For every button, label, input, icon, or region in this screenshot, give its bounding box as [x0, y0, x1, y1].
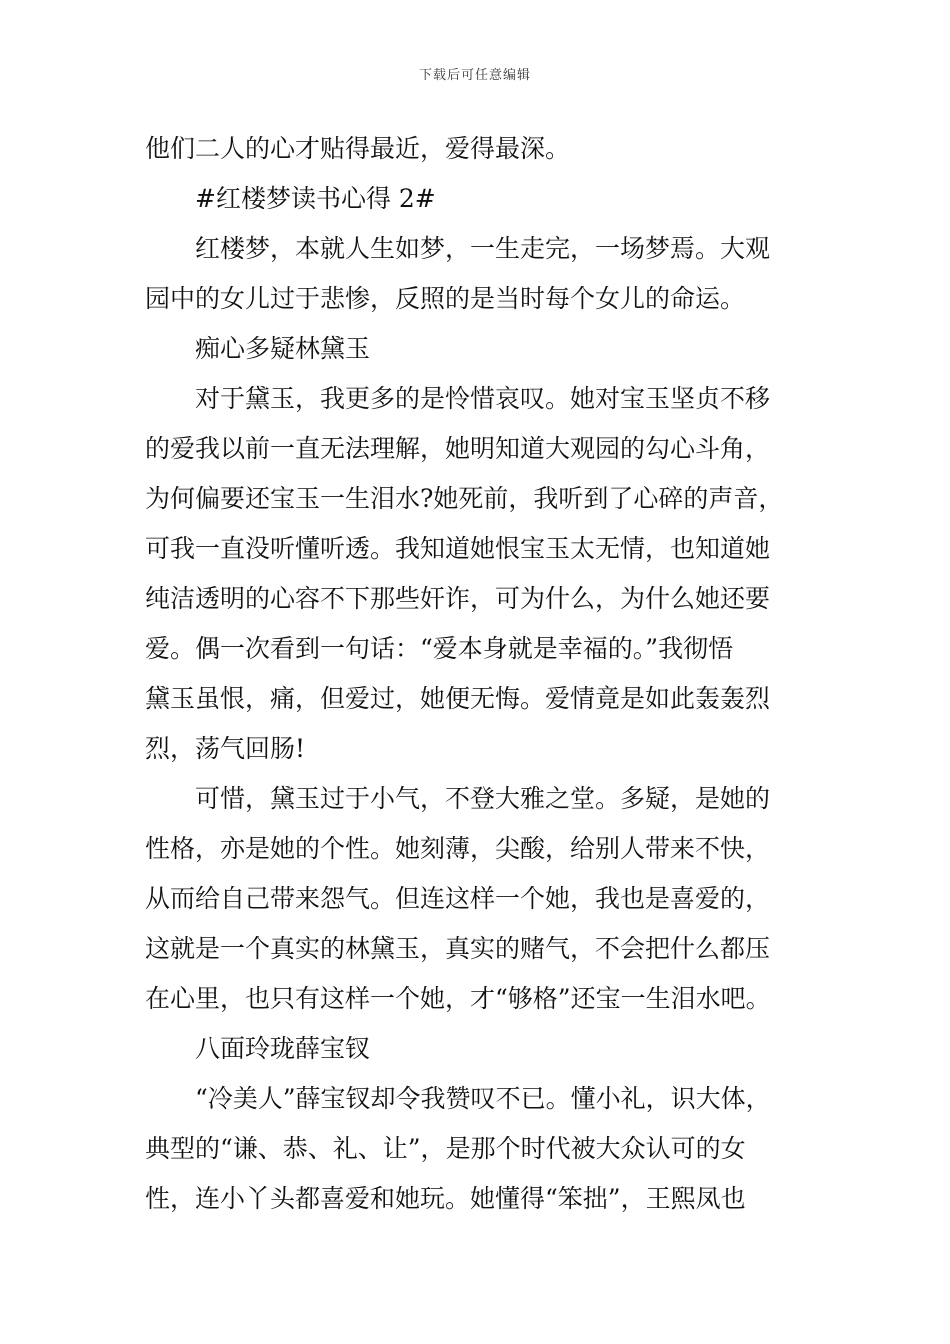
- subheading-lin-daiyu: 痴心多疑林黛玉: [195, 334, 371, 363]
- text-line-13: 烈，荡气回肠!: [145, 734, 306, 763]
- text-line-12: 黛玉虽恨，痛，但爱过，她便无悔。爱情竟是如此轰轰烈: [145, 684, 771, 713]
- text-line-4: 园中的女儿过于悲惨，反照的是当时每个女儿的命运。: [145, 284, 746, 313]
- text-line-22: 性，连小丫头都喜爱和她玩。她懂得“笨拙”，王熙凤也: [145, 1184, 746, 1213]
- text-line-1: 他们二人的心才贴得最近，爱得最深。: [145, 134, 571, 163]
- document-body: [145, 124, 810, 1224]
- text-line-7: 的爱我以前一直无法理解，她明知道大观园的勾心斗角，: [145, 434, 771, 463]
- text-line-8: 为何偏要还宝玉一生泪水?她死前，我听到了心碎的声音，: [145, 484, 784, 513]
- text-line-16: 从而给自己带来怨气。但连这样一个她，我也是喜爱的，: [145, 884, 771, 913]
- text-line-20: “冷美人”薛宝钗却令我赞叹不已。懂小礼，识大体，: [195, 1084, 771, 1113]
- text-line-15: 性格，亦是她的个性。她刻薄，尖酸，给别人带来不快，: [145, 834, 771, 863]
- text-line-3: 红楼梦，本就人生如梦，一生走完，一场梦焉。大观: [195, 234, 771, 263]
- text-line-11: 爱。偶一次看到一句话：“爱本身就是幸福的。”我彻悟: [145, 634, 734, 663]
- text-line-18: 在心里，也只有这样一个她，才“够格”还宝一生泪水吧。: [145, 984, 771, 1013]
- text-line-6: 对于黛玉，我更多的是怜惜哀叹。她对宝玉坚贞不移: [195, 384, 771, 413]
- text-line-21: 典型的“谦、恭、礼、让”，是那个时代被大众认可的女: [145, 1134, 746, 1163]
- text-line-14: 可惜，黛玉过于小气，不登大雅之堂。多疑，是她的: [195, 784, 771, 813]
- page-header: 下载后可任意编辑: [418, 68, 531, 83]
- text-line-9: 可我一直没听懂听透。我知道她恨宝玉太无情，也知道她: [145, 534, 771, 563]
- text-line-10: 纯洁透明的心容不下那些奸诈，可为什么，为什么她还要: [145, 584, 771, 613]
- section-heading-2: #红楼梦读书心得 2#: [195, 184, 436, 213]
- subheading-xue-baochai: 八面玲珑薛宝钗: [195, 1034, 371, 1063]
- text-line-17: 这就是一个真实的林黛玉，真实的赌气，不会把什么都压: [145, 934, 771, 963]
